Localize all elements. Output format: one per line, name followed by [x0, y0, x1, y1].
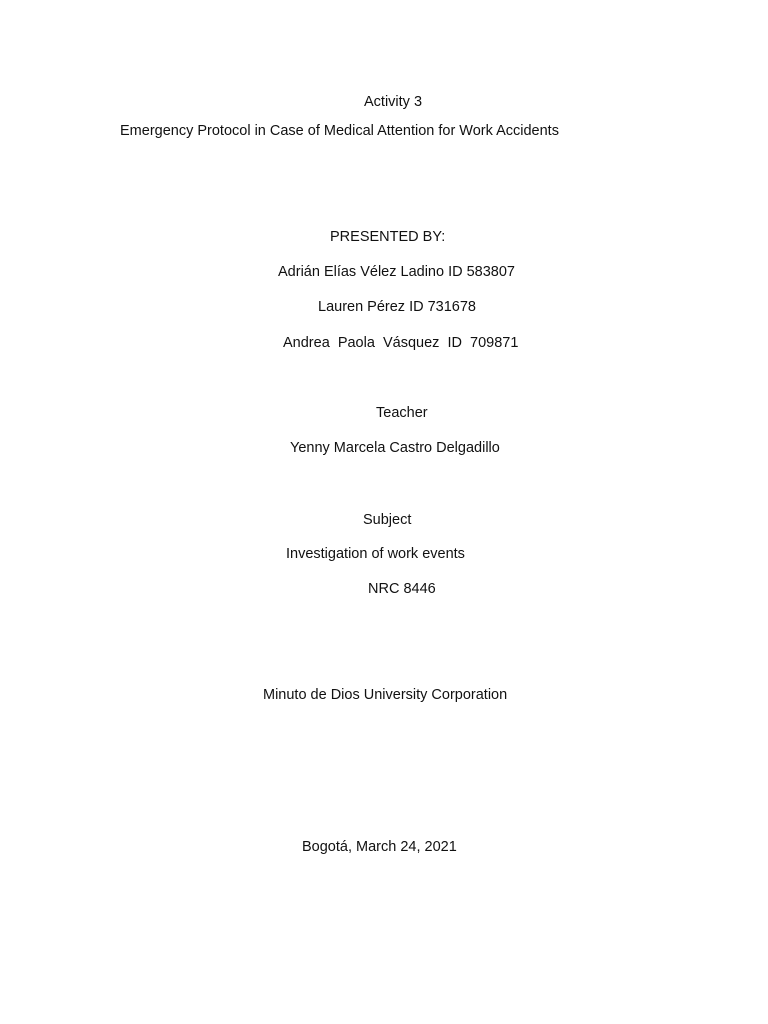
author-3: Andrea Paola Vásquez ID 709871	[283, 335, 519, 351]
subject-label: Subject	[363, 512, 412, 528]
teacher-name: Yenny Marcela Castro Delgadillo	[290, 440, 500, 456]
teacher-label: Teacher	[376, 405, 428, 421]
university-name: Minuto de Dios University Corporation	[263, 687, 508, 703]
nrc-code: NRC 8446	[368, 581, 436, 597]
activity-number: Activity 3	[364, 94, 423, 110]
place-and-date: Bogotá, March 24, 2021	[302, 839, 457, 855]
author-1: Adrián Elías Vélez Ladino ID 583807	[278, 264, 515, 280]
document-title: Emergency Protocol in Case of Medical Attention for Work Accidents	[120, 123, 559, 139]
presented-by-label: PRESENTED BY:	[330, 229, 446, 245]
subject-name: Investigation of work events	[286, 546, 465, 562]
author-2: Lauren Pérez ID 731678	[318, 299, 476, 315]
